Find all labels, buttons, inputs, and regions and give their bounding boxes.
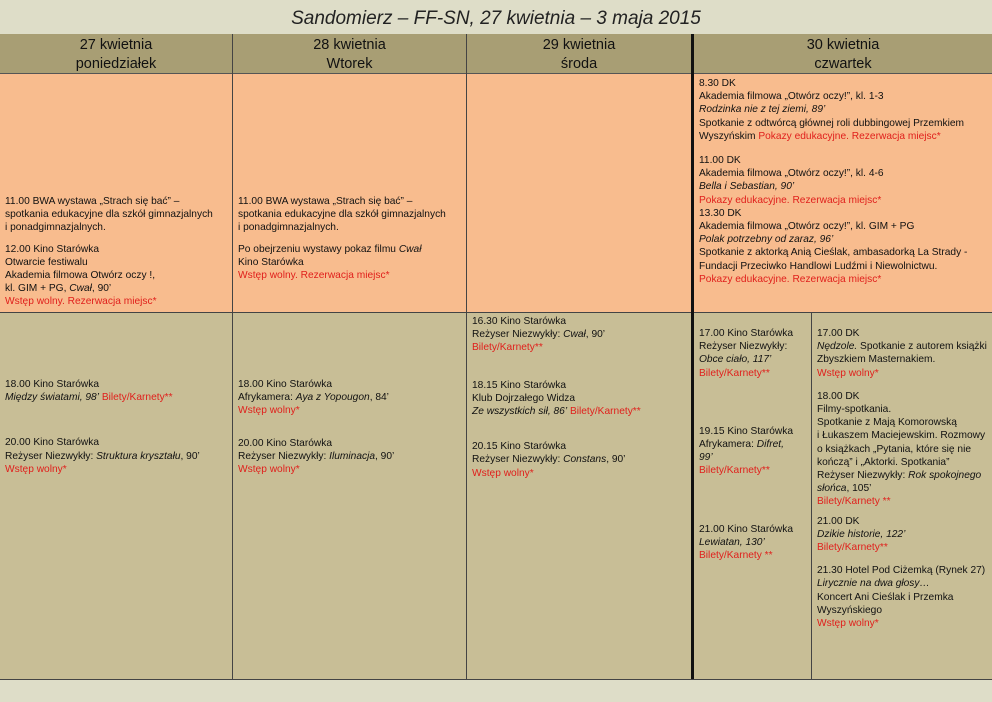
admission-note: Bilety/Karnety** <box>567 406 641 418</box>
admission-note: Bilety/Karnety** <box>98 392 173 404</box>
event-text: , 90’ <box>180 450 200 462</box>
event-text: Spotkanie z autorem książki <box>857 341 987 353</box>
event-line: Akademia filmowa Otwórz oczy !, <box>5 270 156 282</box>
film-title: Bella i Sebastian, 90’ <box>699 181 795 193</box>
event-line: 11.00 DK <box>699 155 741 167</box>
admission-note: Wstęp wolny. Rezerwacja miejsc* <box>5 296 157 308</box>
day-date: 28 kwietnia <box>313 37 386 53</box>
event-line: 20.00 Kino Starówka <box>238 437 333 449</box>
wed-afternoon-cell <box>467 313 691 680</box>
event-text: Po obejrzeniu wystawy pokaz filmu <box>238 243 399 255</box>
day-date: 27 kwietnia <box>79 37 153 53</box>
film-title: Cwał <box>69 283 92 295</box>
day-header-tue <box>233 34 466 74</box>
event-text: , 84’ <box>369 392 389 404</box>
column-divider <box>466 34 467 680</box>
page-title: Sandomierz – FF-SN, 27 kwietnia – 3 maja 2015 <box>291 8 701 29</box>
event-line: Akademia filmowa „Otwórz oczy!”, kl. GIM + PG <box>699 221 915 233</box>
admission-note: Pokazy edukacyjne. Rezerwacja miejsc* <box>699 273 882 285</box>
event-line: i ponadgimnazjalnych. <box>5 222 106 234</box>
event-line: 17.00 DK <box>817 328 860 339</box>
admission-note: Wstęp wolny* <box>817 367 879 379</box>
event-line: Klub Dojrzałego Widza <box>472 392 576 404</box>
admission-note: Wstęp wolny* <box>472 467 534 479</box>
admission-note: Bilety/Karnety** <box>817 542 888 554</box>
event-text: Reżyser Niezwykły: <box>472 454 564 466</box>
film-title: Cwał <box>398 243 422 255</box>
event-text: kl. GIM + PG, <box>5 283 70 295</box>
thu-afternoon-right <box>812 313 992 680</box>
event-line: o książkach „Pytania, które się nie <box>817 443 972 455</box>
admission-note: Bilety/Karnety ** <box>817 496 891 508</box>
event-line: 20.00 Kino Starówka <box>5 437 100 449</box>
film-title: Lirycznie na dwa głosy… <box>817 578 930 590</box>
film-title: Difret, <box>756 439 784 451</box>
event-line: 12.00 Kino Starówka <box>5 243 100 255</box>
column-divider <box>691 34 694 680</box>
event-line: Fundacji Przeciwko Handlowi Ludźmi i Niewolnictwu. <box>699 260 938 272</box>
event-text: Afrykamera: <box>699 439 757 451</box>
day-header-thu <box>694 34 992 74</box>
film-title: Dzikie historie, 122’ <box>817 528 906 540</box>
film-title: słońca <box>817 483 847 495</box>
film-title: Aya z Yopougon <box>295 392 370 404</box>
event-line: 18.00 Kino Starówka <box>238 379 333 390</box>
event-text: Reżyser Niezwykły: <box>472 329 564 341</box>
event-line: i Łukaszem Maciejewskim. Rozmowy <box>817 430 986 442</box>
film-title: Obce ciało, 117’ <box>699 354 772 366</box>
admission-note: Bilety/Karnety ** <box>699 550 773 562</box>
thu-morning-cell <box>694 74 992 312</box>
day-date: 30 kwietnia <box>806 37 880 53</box>
event-line: Kino Starówka <box>238 256 304 268</box>
event-line: i ponadgimnazjalnych. <box>238 222 339 234</box>
column-divider <box>232 34 233 680</box>
film-title: Rok spokojnego <box>908 470 982 482</box>
event-text: Reżyser Niezwykły: <box>238 450 330 462</box>
thu-afternoon-cell <box>694 313 992 680</box>
event-text: , 90’ <box>375 450 395 462</box>
film-title: Struktura kryształu <box>96 450 181 462</box>
film-title: Constans <box>563 454 607 466</box>
film-title: Ze wszystkich sił, 86’ <box>472 406 568 418</box>
film-title: Rodzinka nie z tej ziemi, 89’ <box>699 104 826 116</box>
table-bottom-border <box>0 679 992 680</box>
film-title: Między światami, 98’ <box>5 392 99 404</box>
tue-morning-cell <box>233 74 466 312</box>
admission-note: Wstęp wolny* <box>5 463 67 475</box>
event-line: Filmy-spotkania. <box>817 404 892 416</box>
event-text: Wyszyńskim <box>699 130 759 142</box>
event-line: spotkania edukacyjne dla szkół gimnazjalnych <box>238 209 446 221</box>
schedule-table <box>0 34 992 680</box>
day-weekday: Wtorek <box>326 56 373 72</box>
event-line: 11.00 BWA wystawa „Strach się bać” – <box>5 196 180 207</box>
wed-morning-cell <box>467 74 691 312</box>
event-line: Koncert Ani Cieślak i Przemka <box>817 591 954 603</box>
event-line: Otwarcie festiwalu <box>5 256 88 268</box>
event-text: , 90’ <box>606 454 626 466</box>
event-line: 20.15 Kino Starówka <box>472 441 567 453</box>
film-title: Cwał <box>563 329 586 341</box>
event-line: 18.00 DK <box>817 390 860 402</box>
event-line: Akademia filmowa „Otwórz oczy!”, kl. 4-6 <box>699 168 884 180</box>
event-text: Afrykamera: <box>238 392 296 404</box>
event-line: 21.30 Hotel Pod Ciżemką (Rynek 27) <box>817 565 986 577</box>
admission-note: Wstęp wolny* <box>238 464 300 476</box>
mon-afternoon-cell <box>0 313 232 680</box>
event-line: kończą” i „Aktorki. Spotkania” <box>817 456 950 468</box>
event-line: Reżyser Niezwykły: <box>699 341 788 353</box>
event-text: Reżyser Niezwykły: <box>817 470 909 482</box>
admission-note: Bilety/Karnety** <box>699 367 770 379</box>
event-line: 13.30 DK <box>699 207 742 219</box>
event-text: , 90’ <box>585 329 606 341</box>
mon-morning-cell <box>0 74 232 312</box>
event-line: 18.00 Kino Starówka <box>5 379 100 390</box>
admission-note: Pokazy edukacyjne. Rezerwacja miejsc* <box>699 194 882 206</box>
day-header-mon <box>0 34 232 74</box>
event-line: 18.15 Kino Starówka <box>472 379 567 391</box>
event-text: Reżyser Niezwykły: <box>5 450 97 462</box>
event-line: 21.00 DK <box>817 515 860 527</box>
event-line: 17.00 Kino Starówka <box>699 328 794 339</box>
event-line: 19.15 Kino Starówka <box>699 425 794 437</box>
event-line: 21.00 Kino Starówka <box>699 523 794 535</box>
day-weekday: środa <box>560 56 598 72</box>
film-title: 99’ <box>699 452 713 464</box>
day-weekday: poniedziałek <box>75 56 157 72</box>
event-line: Wyszyńskiego <box>817 604 883 616</box>
event-line: 16.30 Kino Starówka <box>472 316 567 327</box>
row-divider <box>0 312 992 313</box>
day-header-wed <box>467 34 691 74</box>
admission-note: Pokazy edukacyjne. Rezerwacja miejsc* <box>758 130 941 142</box>
admission-note: Bilety/Karnety** <box>472 342 543 354</box>
event-line: Zbyszkiem Masternakiem. <box>817 354 936 366</box>
admission-note: Wstęp wolny* <box>817 618 879 630</box>
column-divider <box>811 313 812 680</box>
film-title: Iluminacja <box>329 450 376 462</box>
event-line: Spotkanie z odtwórcą głównej roli dubbingowej Przemkiem <box>699 117 965 129</box>
tue-afternoon-cell <box>233 313 466 680</box>
event-text: , 90’ <box>91 283 112 295</box>
event-line: 8.30 DK <box>699 78 736 89</box>
thu-afternoon-left <box>694 313 811 680</box>
admission-note: Wstęp wolny* <box>238 405 300 417</box>
day-weekday: czwartek <box>814 56 872 72</box>
event-line: spotkania edukacyjne dla szkół gimnazjalnych <box>5 209 213 221</box>
event-line: 11.00 BWA wystawa „Strach się bać” – <box>238 196 413 207</box>
day-date: 29 kwietnia <box>542 37 616 53</box>
admission-note: Wstęp wolny. Rezerwacja miejsc* <box>238 270 390 282</box>
film-title: Lewiatan, 130’ <box>699 536 765 548</box>
film-title: Polak potrzebny od zaraz, 96’ <box>699 234 834 246</box>
event-line: Spotkanie z Mają Komorowską <box>817 417 957 429</box>
event-text: , 105’ <box>846 483 872 495</box>
event-line: Akademia filmowa „Otwórz oczy!”, kl. 1-3 <box>699 91 884 103</box>
event-line: Spotkanie z aktorką Anią Cieślak, ambasadorką La Strady - <box>699 247 968 259</box>
admission-note: Bilety/Karnety** <box>699 465 770 477</box>
film-title: Nędzole. <box>817 341 858 353</box>
